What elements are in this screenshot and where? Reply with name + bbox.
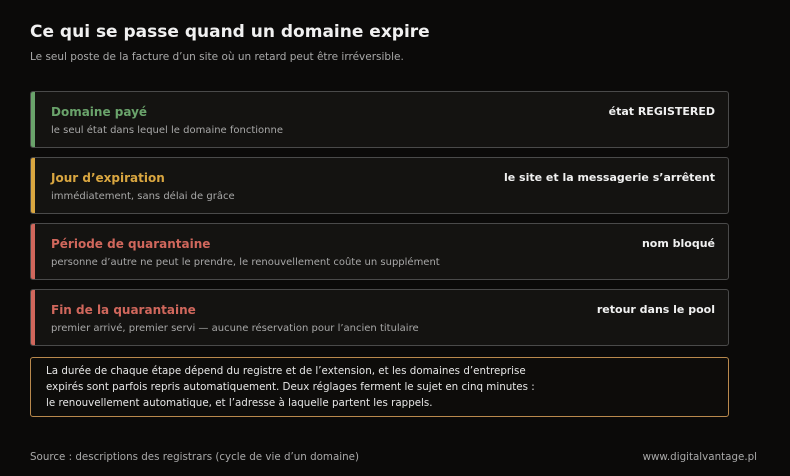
stage-accent-bar xyxy=(31,224,35,279)
stage-accent-bar xyxy=(31,158,35,213)
stage-card-paid xyxy=(30,91,729,148)
stage-name: Période de quarantaine xyxy=(51,237,211,251)
stage-status: retour dans le pool xyxy=(596,303,715,316)
note-line: expirés sont parfois repris automatiquement. Deux réglages ferment le sujet en cinq minutes : xyxy=(46,381,535,393)
source-caption: Source : descriptions des registrars (cycle de vie d’un domaine) xyxy=(30,451,359,463)
stage-card-quarantine xyxy=(30,223,729,280)
stage-accent-bar xyxy=(31,92,35,147)
stage-status: état REGISTERED xyxy=(608,105,715,118)
stage-card-expiration xyxy=(30,157,729,214)
site-url: www.digitalvantage.pl xyxy=(642,451,757,463)
page-subtitle: Le seul poste de la facture d’un site où un retard peut être irréversible. xyxy=(30,51,404,63)
note-line: La durée de chaque étape dépend du registre et de l’extension, et les domaines d’entreprise xyxy=(46,365,526,377)
stage-name: Domaine payé xyxy=(51,105,148,119)
stage-name: Jour d’expiration xyxy=(51,171,165,185)
info-note xyxy=(30,357,729,417)
stage-description: premier arrivé, premier servi — aucune réservation pour l’ancien titulaire xyxy=(51,323,419,334)
stage-description: personne d’autre ne peut le prendre, le renouvellement coûte un supplément xyxy=(51,257,440,268)
stage-description: le seul état dans lequel le domaine fonctionne xyxy=(51,125,284,136)
note-line: le renouvellement automatique, et l’adresse à laquelle partent les rappels. xyxy=(46,397,433,409)
page-title: Ce qui se passe quand un domaine expire xyxy=(30,22,430,42)
stage-description: immédiatement, sans délai de grâce xyxy=(51,191,235,202)
stage-accent-bar xyxy=(31,290,35,345)
stage-status: nom bloqué xyxy=(641,237,715,250)
stage-status: le site et la messagerie s’arrêtent xyxy=(503,171,715,184)
stage-name: Fin de la quarantaine xyxy=(51,303,196,317)
stage-card-quarantine-end xyxy=(30,289,729,346)
